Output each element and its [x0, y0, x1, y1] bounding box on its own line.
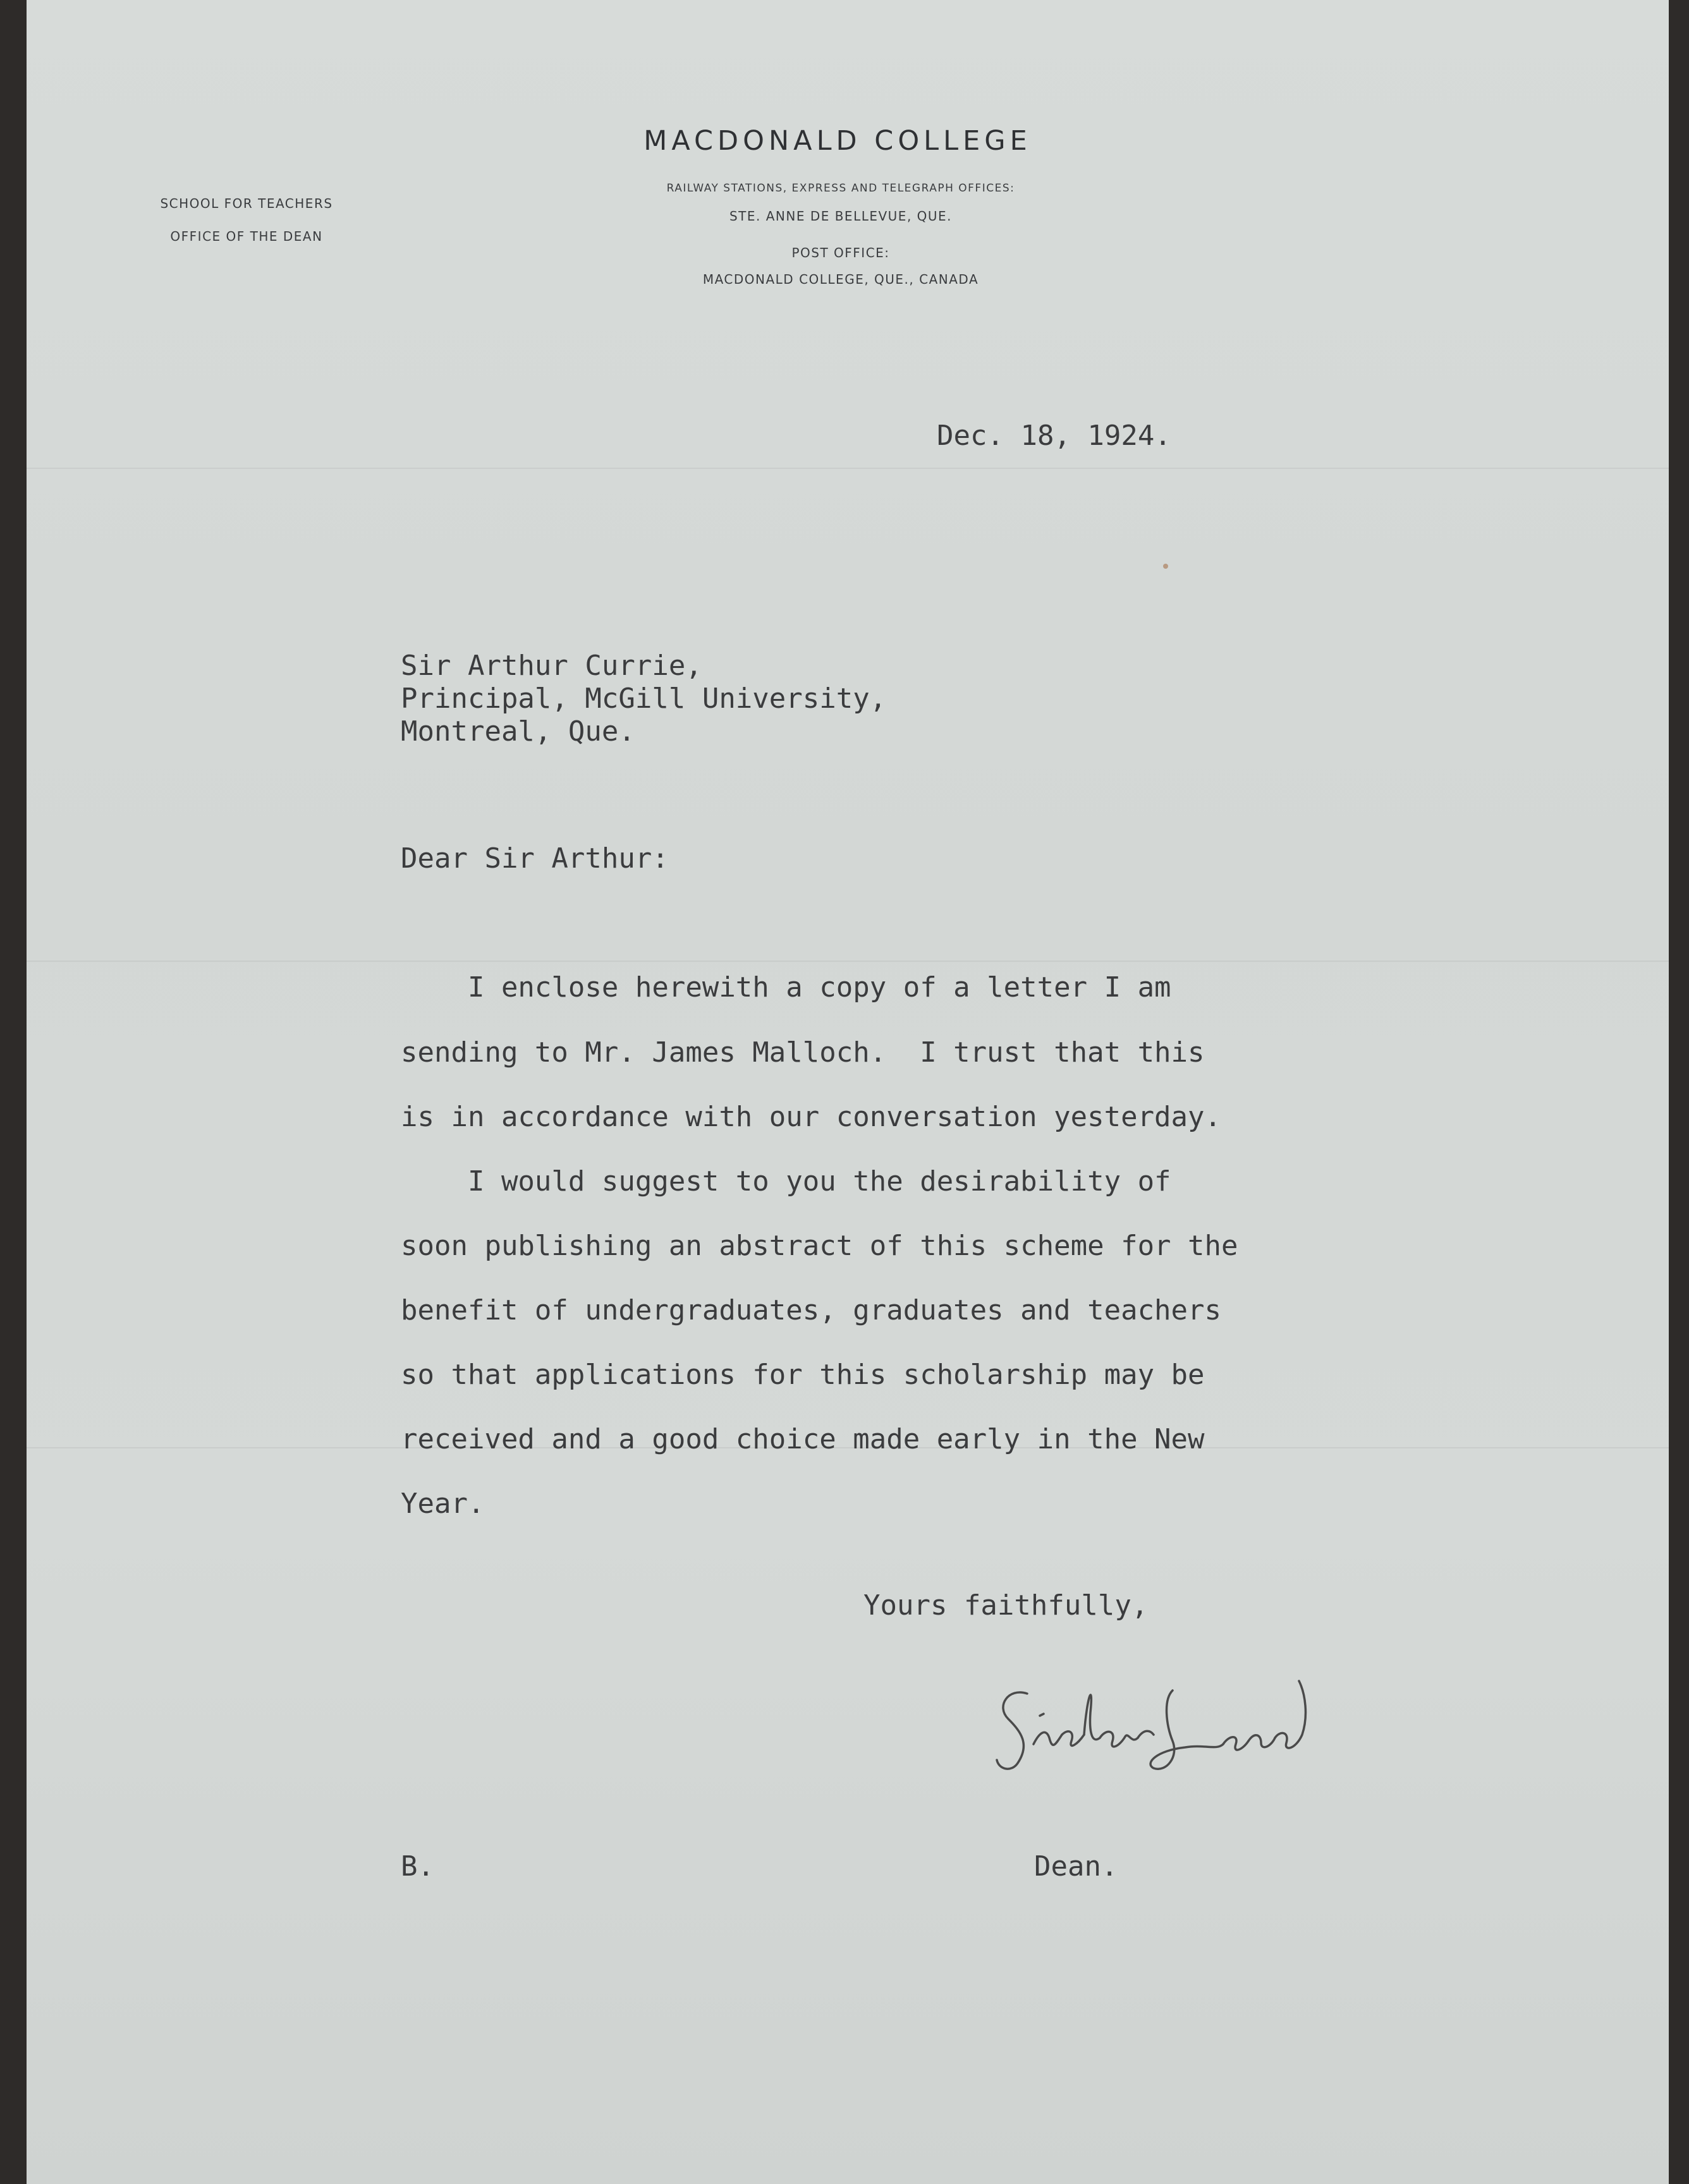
body-line: I enclose herewith a copy of a letter I am: [401, 971, 1171, 1004]
closing: Yours faithfully,: [863, 1589, 1149, 1622]
body-line: I would suggest to you the desirability of: [401, 1165, 1171, 1198]
signatory-title: Dean.: [1034, 1850, 1118, 1883]
body-line: soon publishing an abstract of this scheme for the: [401, 1230, 1238, 1262]
body-line: received and a good choice made early in the New: [401, 1423, 1205, 1455]
letterhead-stations-location: STE. ANNE DE BELLEVUE, QUE.: [729, 209, 953, 224]
recipient-line: Sir Arthur Currie,: [401, 650, 702, 682]
letterhead-post-office: MACDONALD COLLEGE, QUE., CANADA: [702, 272, 979, 287]
paper-fold: [27, 961, 1669, 962]
letter-page: [27, 0, 1669, 2184]
letterhead-college-name: MACDONALD COLLEGE: [643, 125, 1032, 157]
handwritten-signature: [983, 1656, 1324, 1782]
letterhead-post-office-label: POST OFFICE:: [791, 245, 890, 260]
salutation: Dear Sir Arthur:: [401, 842, 669, 875]
paper-stain: [1163, 564, 1168, 569]
paper-fold: [27, 468, 1669, 469]
typist-initials: B.: [401, 1850, 434, 1883]
body-line: is in accordance with our conversation yesterday.: [401, 1101, 1222, 1133]
letterhead-department: SCHOOL FOR TEACHERS: [160, 196, 333, 211]
body-line: benefit of undergraduates, graduates and teachers: [401, 1294, 1222, 1326]
body-line: sending to Mr. James Malloch. I trust that this: [401, 1036, 1205, 1069]
letterhead-stations: RAILWAY STATIONS, EXPRESS AND TELEGRAPH OFFICES:: [666, 182, 1015, 195]
letter-date: Dec. 18, 1924.: [937, 420, 1171, 452]
recipient-line: Montreal, Que.: [401, 715, 635, 748]
body-line: Year.: [401, 1488, 485, 1520]
letterhead-office: OFFICE OF THE DEAN: [170, 229, 323, 244]
body-line: so that applications for this scholarship may be: [401, 1359, 1205, 1391]
recipient-line: Principal, McGill University,: [401, 682, 887, 715]
